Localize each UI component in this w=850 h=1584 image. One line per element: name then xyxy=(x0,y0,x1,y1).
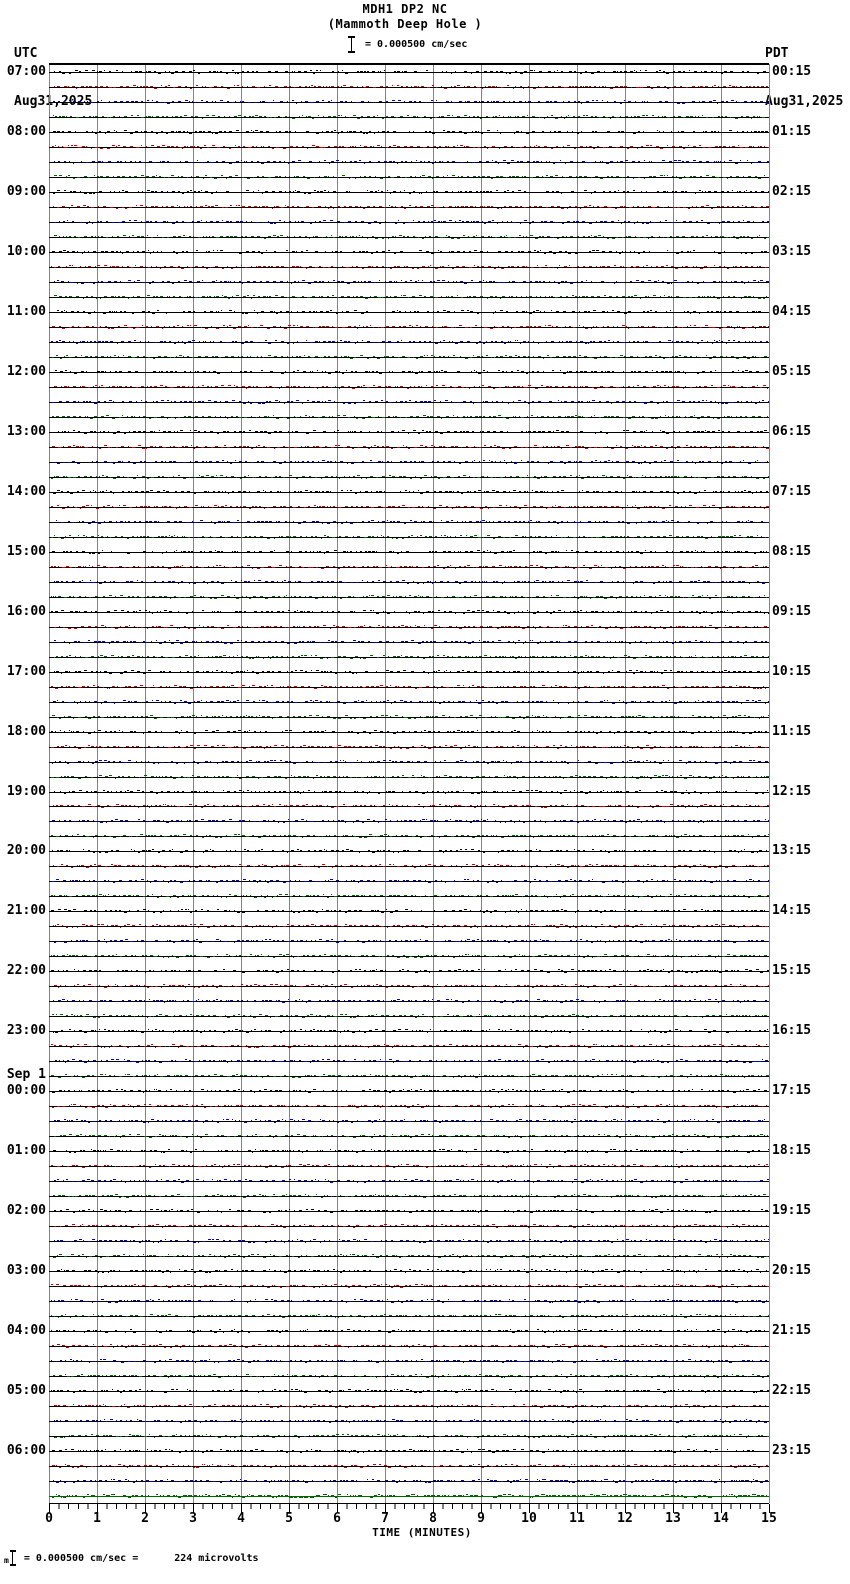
utc-hour-label: 23:00 xyxy=(6,1023,46,1039)
pdt-hour-label: 00:15 xyxy=(772,64,812,79)
x-axis-tick-label: 1 xyxy=(93,1511,101,1526)
x-axis-tick-label: 5 xyxy=(285,1511,293,1526)
footer-scale-text: = 0.000500 cm/sec = xyxy=(23,1552,139,1564)
station-title: MDH1 DP2 NC xyxy=(362,2,448,16)
x-axis-tick-label: 8 xyxy=(429,1511,437,1526)
pdt-hour-label: 15:15 xyxy=(772,963,812,979)
footer-scale-bar-icon xyxy=(10,1550,16,1566)
pdt-hour-label: 01:15 xyxy=(772,123,812,139)
utc-hour-label: 21:00 xyxy=(6,903,46,919)
utc-hour-label: 22:00 xyxy=(6,963,46,979)
pdt-hour-label: 07:15 xyxy=(772,483,812,499)
date-right-label: Aug31,2025 xyxy=(765,94,844,109)
pdt-hour-label: 10:15 xyxy=(772,663,812,679)
timezone-left-label: UTC xyxy=(14,46,38,61)
utc-hour-label: 17:00 xyxy=(6,663,46,679)
x-axis-tick-label: 3 xyxy=(189,1511,197,1526)
utc-hour-label: 19:00 xyxy=(6,783,46,799)
x-axis-tick-label: 7 xyxy=(381,1511,389,1526)
utc-hour-label: 11:00 xyxy=(6,303,46,319)
utc-hour-label: 15:00 xyxy=(6,543,46,559)
pdt-hour-label: 06:15 xyxy=(772,423,812,439)
pdt-hour-label: 09:15 xyxy=(772,603,812,619)
utc-hour-label: 10:00 xyxy=(6,243,46,259)
x-axis-title: TIME (MINUTES) xyxy=(372,1526,472,1539)
pdt-hour-label: 03:15 xyxy=(772,243,812,259)
pdt-hour-label: 11:15 xyxy=(772,723,812,739)
utc-hour-label: 02:00 xyxy=(6,1203,46,1219)
x-axis-tick-label: 6 xyxy=(333,1511,341,1526)
pdt-hour-label: 12:15 xyxy=(772,783,812,799)
x-axis-tick-label: 12 xyxy=(617,1511,633,1526)
pdt-hour-label: 19:15 xyxy=(772,1203,812,1219)
timezone-right-label: PDT xyxy=(765,46,789,61)
x-axis-tick-label: 0 xyxy=(45,1511,53,1526)
pdt-hour-label: 17:15 xyxy=(772,1083,812,1099)
utc-hour-label: 08:00 xyxy=(6,123,46,139)
pdt-hour-label: 16:15 xyxy=(772,1023,812,1039)
footer-scale-note xyxy=(4,1550,259,1566)
utc-hour-label: 07:00 xyxy=(6,64,46,79)
utc-hour-label: 09:00 xyxy=(6,183,46,199)
x-axis-tick-label: 2 xyxy=(141,1511,149,1526)
station-subtitle: (Mammoth Deep Hole ) xyxy=(327,17,483,31)
utc-hour-label: 06:00 xyxy=(6,1443,46,1459)
pdt-hour-label: 20:15 xyxy=(772,1263,812,1279)
pdt-hour-label: 05:15 xyxy=(772,363,812,379)
utc-hour-label: 13:00 xyxy=(6,423,46,439)
pdt-hour-label: 22:15 xyxy=(772,1383,812,1399)
pdt-hour-label: 02:15 xyxy=(772,183,812,199)
pdt-hour-label: 14:15 xyxy=(772,903,812,919)
x-axis-tick-label: 13 xyxy=(665,1511,681,1526)
x-axis-tick-label: 4 xyxy=(237,1511,245,1526)
utc-hour-label: 00:00 xyxy=(6,1083,46,1099)
pdt-hour-label: 18:15 xyxy=(772,1143,812,1159)
pdt-hour-label: 21:15 xyxy=(772,1323,812,1339)
pdt-hour-label: 13:15 xyxy=(772,843,812,859)
pdt-hour-label: 04:15 xyxy=(772,303,812,319)
x-axis-tick-label: 15 xyxy=(761,1511,777,1526)
footer-scale-value: 224 microvolts xyxy=(174,1552,259,1564)
x-axis-tick-label: 9 xyxy=(477,1511,485,1526)
x-axis-tick-label: 14 xyxy=(713,1511,729,1526)
amplitude-scale-text: = 0.000500 cm/sec xyxy=(365,39,468,50)
pdt-hour-label: 23:15 xyxy=(772,1443,812,1459)
pdt-hour-label: 08:15 xyxy=(772,543,812,559)
x-axis-tick-label: 11 xyxy=(569,1511,585,1526)
utc-date-rollover-label: Sep 1 xyxy=(6,1067,46,1083)
utc-hour-label: 16:00 xyxy=(6,603,46,619)
utc-hour-label: 14:00 xyxy=(6,483,46,499)
footer-marker: m xyxy=(4,1556,9,1565)
x-axis-tick-label: 10 xyxy=(521,1511,537,1526)
utc-hour-label: 01:00 xyxy=(6,1143,46,1159)
utc-hour-label: 05:00 xyxy=(6,1383,46,1399)
utc-hour-label: 18:00 xyxy=(6,723,46,739)
utc-hour-label: 20:00 xyxy=(6,843,46,859)
utc-hour-label: 12:00 xyxy=(6,363,46,379)
date-left-label: Aug31,2025 xyxy=(14,94,93,109)
utc-hour-label: 04:00 xyxy=(6,1323,46,1339)
utc-hour-label: 03:00 xyxy=(6,1263,46,1279)
